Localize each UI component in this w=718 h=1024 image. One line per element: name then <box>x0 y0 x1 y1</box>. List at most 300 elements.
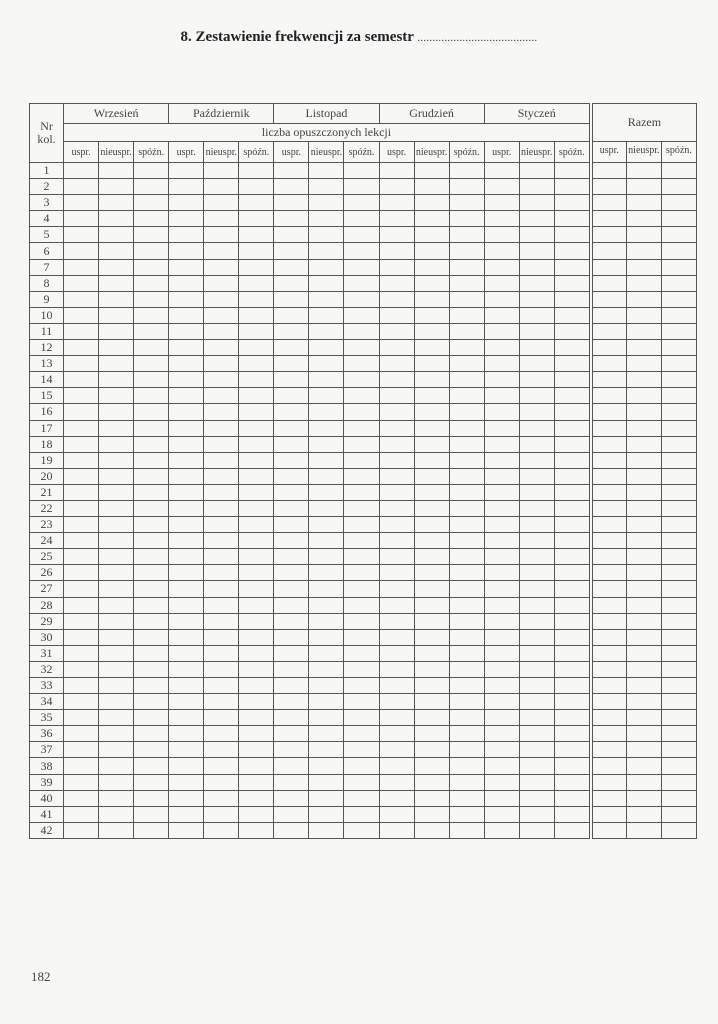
attendance-cell[interactable] <box>204 629 239 645</box>
attendance-cell[interactable] <box>274 581 309 597</box>
attendance-cell[interactable] <box>309 356 344 372</box>
attendance-cell[interactable] <box>414 340 449 356</box>
attendance-cell[interactable] <box>99 500 134 516</box>
attendance-cell[interactable] <box>204 468 239 484</box>
total-cell[interactable] <box>592 468 626 484</box>
attendance-cell[interactable] <box>379 323 414 339</box>
attendance-cell[interactable] <box>484 726 519 742</box>
attendance-cell[interactable] <box>64 597 99 613</box>
attendance-cell[interactable] <box>134 163 169 179</box>
attendance-cell[interactable] <box>379 436 414 452</box>
attendance-cell[interactable] <box>274 645 309 661</box>
attendance-cell[interactable] <box>449 645 484 661</box>
attendance-cell[interactable] <box>519 806 554 822</box>
total-cell[interactable] <box>592 806 626 822</box>
attendance-cell[interactable] <box>274 710 309 726</box>
attendance-cell[interactable] <box>204 243 239 259</box>
attendance-cell[interactable] <box>64 742 99 758</box>
attendance-cell[interactable] <box>554 645 589 661</box>
attendance-cell[interactable] <box>484 678 519 694</box>
attendance-cell[interactable] <box>64 291 99 307</box>
attendance-cell[interactable] <box>344 243 379 259</box>
attendance-cell[interactable] <box>449 806 484 822</box>
total-cell[interactable] <box>661 372 696 388</box>
attendance-cell[interactable] <box>554 710 589 726</box>
attendance-cell[interactable] <box>519 388 554 404</box>
total-cell[interactable] <box>626 452 661 468</box>
attendance-cell[interactable] <box>134 565 169 581</box>
attendance-cell[interactable] <box>204 340 239 356</box>
total-cell[interactable] <box>661 420 696 436</box>
attendance-cell[interactable] <box>64 420 99 436</box>
attendance-cell[interactable] <box>99 468 134 484</box>
attendance-cell[interactable] <box>379 533 414 549</box>
attendance-cell[interactable] <box>134 710 169 726</box>
attendance-cell[interactable] <box>344 678 379 694</box>
attendance-cell[interactable] <box>134 822 169 838</box>
attendance-cell[interactable] <box>554 822 589 838</box>
attendance-cell[interactable] <box>134 243 169 259</box>
attendance-cell[interactable] <box>239 726 274 742</box>
total-cell[interactable] <box>626 758 661 774</box>
attendance-cell[interactable] <box>309 613 344 629</box>
attendance-cell[interactable] <box>309 372 344 388</box>
total-cell[interactable] <box>592 549 626 565</box>
attendance-cell[interactable] <box>309 533 344 549</box>
attendance-cell[interactable] <box>379 227 414 243</box>
attendance-cell[interactable] <box>169 420 204 436</box>
attendance-cell[interactable] <box>379 243 414 259</box>
attendance-cell[interactable] <box>554 243 589 259</box>
attendance-cell[interactable] <box>414 597 449 613</box>
attendance-cell[interactable] <box>449 581 484 597</box>
attendance-cell[interactable] <box>379 275 414 291</box>
total-cell[interactable] <box>626 822 661 838</box>
attendance-cell[interactable] <box>484 340 519 356</box>
total-cell[interactable] <box>626 468 661 484</box>
attendance-cell[interactable] <box>64 243 99 259</box>
attendance-cell[interactable] <box>344 597 379 613</box>
attendance-cell[interactable] <box>134 533 169 549</box>
attendance-cell[interactable] <box>204 211 239 227</box>
total-cell[interactable] <box>626 163 661 179</box>
total-cell[interactable] <box>661 790 696 806</box>
attendance-cell[interactable] <box>344 549 379 565</box>
attendance-cell[interactable] <box>554 581 589 597</box>
attendance-cell[interactable] <box>64 629 99 645</box>
total-cell[interactable] <box>661 645 696 661</box>
attendance-cell[interactable] <box>169 533 204 549</box>
attendance-cell[interactable] <box>554 372 589 388</box>
attendance-cell[interactable] <box>449 742 484 758</box>
attendance-cell[interactable] <box>519 645 554 661</box>
attendance-cell[interactable] <box>239 645 274 661</box>
attendance-cell[interactable] <box>554 661 589 677</box>
attendance-cell[interactable] <box>169 726 204 742</box>
attendance-cell[interactable] <box>379 404 414 420</box>
total-cell[interactable] <box>592 420 626 436</box>
total-cell[interactable] <box>626 678 661 694</box>
attendance-cell[interactable] <box>344 661 379 677</box>
attendance-cell[interactable] <box>99 211 134 227</box>
attendance-cell[interactable] <box>379 597 414 613</box>
attendance-cell[interactable] <box>99 388 134 404</box>
attendance-cell[interactable] <box>169 307 204 323</box>
attendance-cell[interactable] <box>134 597 169 613</box>
attendance-cell[interactable] <box>169 822 204 838</box>
attendance-cell[interactable] <box>554 549 589 565</box>
total-cell[interactable] <box>592 517 626 533</box>
attendance-cell[interactable] <box>274 597 309 613</box>
attendance-cell[interactable] <box>519 420 554 436</box>
attendance-cell[interactable] <box>134 726 169 742</box>
total-cell[interactable] <box>592 790 626 806</box>
attendance-cell[interactable] <box>274 742 309 758</box>
attendance-cell[interactable] <box>484 388 519 404</box>
attendance-cell[interactable] <box>484 468 519 484</box>
attendance-cell[interactable] <box>204 758 239 774</box>
attendance-cell[interactable] <box>239 613 274 629</box>
total-cell[interactable] <box>626 243 661 259</box>
attendance-cell[interactable] <box>484 742 519 758</box>
attendance-cell[interactable] <box>379 726 414 742</box>
attendance-cell[interactable] <box>309 565 344 581</box>
attendance-cell[interactable] <box>519 533 554 549</box>
attendance-cell[interactable] <box>414 388 449 404</box>
attendance-cell[interactable] <box>414 726 449 742</box>
attendance-cell[interactable] <box>239 500 274 516</box>
attendance-cell[interactable] <box>239 468 274 484</box>
attendance-cell[interactable] <box>484 581 519 597</box>
attendance-cell[interactable] <box>519 822 554 838</box>
attendance-cell[interactable] <box>519 291 554 307</box>
attendance-cell[interactable] <box>519 195 554 211</box>
attendance-cell[interactable] <box>239 710 274 726</box>
attendance-cell[interactable] <box>204 581 239 597</box>
attendance-cell[interactable] <box>134 468 169 484</box>
attendance-cell[interactable] <box>204 307 239 323</box>
attendance-cell[interactable] <box>99 806 134 822</box>
attendance-cell[interactable] <box>169 452 204 468</box>
attendance-cell[interactable] <box>239 581 274 597</box>
attendance-cell[interactable] <box>239 372 274 388</box>
attendance-cell[interactable] <box>99 597 134 613</box>
attendance-cell[interactable] <box>204 742 239 758</box>
attendance-cell[interactable] <box>204 259 239 275</box>
attendance-cell[interactable] <box>64 710 99 726</box>
total-cell[interactable] <box>626 179 661 195</box>
total-cell[interactable] <box>661 468 696 484</box>
attendance-cell[interactable] <box>554 597 589 613</box>
total-cell[interactable] <box>626 533 661 549</box>
attendance-cell[interactable] <box>169 661 204 677</box>
attendance-cell[interactable] <box>239 323 274 339</box>
attendance-cell[interactable] <box>484 356 519 372</box>
total-cell[interactable] <box>626 484 661 500</box>
total-cell[interactable] <box>626 581 661 597</box>
attendance-cell[interactable] <box>379 195 414 211</box>
attendance-cell[interactable] <box>379 517 414 533</box>
attendance-cell[interactable] <box>554 404 589 420</box>
attendance-cell[interactable] <box>309 500 344 516</box>
total-cell[interactable] <box>592 243 626 259</box>
attendance-cell[interactable] <box>484 774 519 790</box>
attendance-cell[interactable] <box>449 340 484 356</box>
attendance-cell[interactable] <box>169 484 204 500</box>
attendance-cell[interactable] <box>204 388 239 404</box>
attendance-cell[interactable] <box>414 275 449 291</box>
attendance-cell[interactable] <box>519 500 554 516</box>
attendance-cell[interactable] <box>344 726 379 742</box>
attendance-cell[interactable] <box>484 163 519 179</box>
attendance-cell[interactable] <box>239 822 274 838</box>
attendance-cell[interactable] <box>414 163 449 179</box>
attendance-cell[interactable] <box>204 420 239 436</box>
total-cell[interactable] <box>661 694 696 710</box>
attendance-cell[interactable] <box>169 163 204 179</box>
attendance-cell[interactable] <box>519 517 554 533</box>
total-cell[interactable] <box>592 179 626 195</box>
attendance-cell[interactable] <box>274 613 309 629</box>
attendance-cell[interactable] <box>344 468 379 484</box>
attendance-cell[interactable] <box>204 710 239 726</box>
attendance-cell[interactable] <box>519 742 554 758</box>
attendance-cell[interactable] <box>309 645 344 661</box>
total-cell[interactable] <box>592 372 626 388</box>
attendance-cell[interactable] <box>554 742 589 758</box>
attendance-cell[interactable] <box>169 211 204 227</box>
attendance-cell[interactable] <box>64 468 99 484</box>
attendance-cell[interactable] <box>169 500 204 516</box>
total-cell[interactable] <box>592 340 626 356</box>
attendance-cell[interactable] <box>239 661 274 677</box>
attendance-cell[interactable] <box>344 822 379 838</box>
attendance-cell[interactable] <box>64 195 99 211</box>
attendance-cell[interactable] <box>274 356 309 372</box>
attendance-cell[interactable] <box>309 549 344 565</box>
attendance-cell[interactable] <box>204 372 239 388</box>
attendance-cell[interactable] <box>484 291 519 307</box>
attendance-cell[interactable] <box>169 195 204 211</box>
attendance-cell[interactable] <box>274 340 309 356</box>
attendance-cell[interactable] <box>204 774 239 790</box>
attendance-cell[interactable] <box>554 774 589 790</box>
attendance-cell[interactable] <box>274 806 309 822</box>
attendance-cell[interactable] <box>64 645 99 661</box>
attendance-cell[interactable] <box>274 323 309 339</box>
total-cell[interactable] <box>661 452 696 468</box>
attendance-cell[interactable] <box>134 661 169 677</box>
attendance-cell[interactable] <box>519 275 554 291</box>
attendance-cell[interactable] <box>169 678 204 694</box>
attendance-cell[interactable] <box>344 645 379 661</box>
attendance-cell[interactable] <box>309 822 344 838</box>
attendance-cell[interactable] <box>239 195 274 211</box>
attendance-cell[interactable] <box>414 468 449 484</box>
attendance-cell[interactable] <box>449 694 484 710</box>
attendance-cell[interactable] <box>204 597 239 613</box>
attendance-cell[interactable] <box>449 549 484 565</box>
attendance-cell[interactable] <box>519 436 554 452</box>
total-cell[interactable] <box>661 678 696 694</box>
attendance-cell[interactable] <box>99 533 134 549</box>
total-cell[interactable] <box>661 195 696 211</box>
attendance-cell[interactable] <box>344 436 379 452</box>
total-cell[interactable] <box>661 291 696 307</box>
attendance-cell[interactable] <box>64 388 99 404</box>
attendance-cell[interactable] <box>64 549 99 565</box>
attendance-cell[interactable] <box>414 581 449 597</box>
attendance-cell[interactable] <box>99 291 134 307</box>
attendance-cell[interactable] <box>274 259 309 275</box>
attendance-cell[interactable] <box>99 484 134 500</box>
attendance-cell[interactable] <box>204 179 239 195</box>
attendance-cell[interactable] <box>379 742 414 758</box>
attendance-cell[interactable] <box>134 629 169 645</box>
attendance-cell[interactable] <box>519 597 554 613</box>
attendance-cell[interactable] <box>99 179 134 195</box>
total-cell[interactable] <box>592 645 626 661</box>
attendance-cell[interactable] <box>414 694 449 710</box>
total-cell[interactable] <box>661 388 696 404</box>
attendance-cell[interactable] <box>414 565 449 581</box>
attendance-cell[interactable] <box>239 758 274 774</box>
attendance-cell[interactable] <box>449 356 484 372</box>
attendance-cell[interactable] <box>134 340 169 356</box>
attendance-cell[interactable] <box>239 227 274 243</box>
attendance-cell[interactable] <box>239 163 274 179</box>
attendance-cell[interactable] <box>169 597 204 613</box>
attendance-cell[interactable] <box>484 613 519 629</box>
attendance-cell[interactable] <box>274 179 309 195</box>
attendance-cell[interactable] <box>64 790 99 806</box>
total-cell[interactable] <box>626 661 661 677</box>
attendance-cell[interactable] <box>309 436 344 452</box>
attendance-cell[interactable] <box>134 356 169 372</box>
attendance-cell[interactable] <box>379 806 414 822</box>
attendance-cell[interactable] <box>519 356 554 372</box>
total-cell[interactable] <box>661 179 696 195</box>
attendance-cell[interactable] <box>344 500 379 516</box>
attendance-cell[interactable] <box>64 822 99 838</box>
attendance-cell[interactable] <box>484 243 519 259</box>
attendance-cell[interactable] <box>204 661 239 677</box>
attendance-cell[interactable] <box>379 661 414 677</box>
attendance-cell[interactable] <box>239 790 274 806</box>
total-cell[interactable] <box>592 742 626 758</box>
attendance-cell[interactable] <box>414 227 449 243</box>
attendance-cell[interactable] <box>64 356 99 372</box>
attendance-cell[interactable] <box>204 822 239 838</box>
total-cell[interactable] <box>661 275 696 291</box>
attendance-cell[interactable] <box>64 211 99 227</box>
attendance-cell[interactable] <box>64 661 99 677</box>
total-cell[interactable] <box>661 484 696 500</box>
attendance-cell[interactable] <box>484 694 519 710</box>
attendance-cell[interactable] <box>309 388 344 404</box>
attendance-cell[interactable] <box>239 275 274 291</box>
attendance-cell[interactable] <box>344 307 379 323</box>
total-cell[interactable] <box>592 822 626 838</box>
attendance-cell[interactable] <box>519 340 554 356</box>
attendance-cell[interactable] <box>379 774 414 790</box>
total-cell[interactable] <box>661 742 696 758</box>
attendance-cell[interactable] <box>554 179 589 195</box>
attendance-cell[interactable] <box>274 436 309 452</box>
attendance-cell[interactable] <box>134 678 169 694</box>
attendance-cell[interactable] <box>414 790 449 806</box>
attendance-cell[interactable] <box>309 243 344 259</box>
attendance-cell[interactable] <box>64 163 99 179</box>
total-cell[interactable] <box>592 323 626 339</box>
attendance-cell[interactable] <box>554 500 589 516</box>
attendance-cell[interactable] <box>379 468 414 484</box>
attendance-cell[interactable] <box>344 259 379 275</box>
attendance-cell[interactable] <box>379 565 414 581</box>
attendance-cell[interactable] <box>379 420 414 436</box>
attendance-cell[interactable] <box>99 195 134 211</box>
attendance-cell[interactable] <box>449 613 484 629</box>
attendance-cell[interactable] <box>379 211 414 227</box>
attendance-cell[interactable] <box>554 340 589 356</box>
attendance-cell[interactable] <box>64 404 99 420</box>
attendance-cell[interactable] <box>554 678 589 694</box>
attendance-cell[interactable] <box>169 645 204 661</box>
attendance-cell[interactable] <box>414 710 449 726</box>
total-cell[interactable] <box>592 163 626 179</box>
attendance-cell[interactable] <box>449 452 484 468</box>
attendance-cell[interactable] <box>449 533 484 549</box>
total-cell[interactable] <box>626 694 661 710</box>
attendance-cell[interactable] <box>519 323 554 339</box>
attendance-cell[interactable] <box>344 565 379 581</box>
attendance-cell[interactable] <box>344 356 379 372</box>
total-cell[interactable] <box>626 726 661 742</box>
attendance-cell[interactable] <box>169 758 204 774</box>
attendance-cell[interactable] <box>239 629 274 645</box>
attendance-cell[interactable] <box>99 661 134 677</box>
attendance-cell[interactable] <box>519 549 554 565</box>
attendance-cell[interactable] <box>309 307 344 323</box>
total-cell[interactable] <box>661 581 696 597</box>
attendance-cell[interactable] <box>274 726 309 742</box>
attendance-cell[interactable] <box>274 661 309 677</box>
attendance-cell[interactable] <box>204 806 239 822</box>
total-cell[interactable] <box>626 340 661 356</box>
attendance-cell[interactable] <box>484 822 519 838</box>
total-cell[interactable] <box>592 710 626 726</box>
attendance-cell[interactable] <box>274 291 309 307</box>
attendance-cell[interactable] <box>239 420 274 436</box>
attendance-cell[interactable] <box>449 372 484 388</box>
attendance-cell[interactable] <box>484 195 519 211</box>
total-cell[interactable] <box>661 307 696 323</box>
attendance-cell[interactable] <box>274 500 309 516</box>
total-cell[interactable] <box>592 661 626 677</box>
attendance-cell[interactable] <box>414 307 449 323</box>
attendance-cell[interactable] <box>64 259 99 275</box>
attendance-cell[interactable] <box>274 774 309 790</box>
attendance-cell[interactable] <box>134 549 169 565</box>
attendance-cell[interactable] <box>414 549 449 565</box>
attendance-cell[interactable] <box>204 163 239 179</box>
total-cell[interactable] <box>626 372 661 388</box>
attendance-cell[interactable] <box>484 629 519 645</box>
total-cell[interactable] <box>661 806 696 822</box>
attendance-cell[interactable] <box>484 259 519 275</box>
attendance-cell[interactable] <box>414 822 449 838</box>
attendance-cell[interactable] <box>134 694 169 710</box>
